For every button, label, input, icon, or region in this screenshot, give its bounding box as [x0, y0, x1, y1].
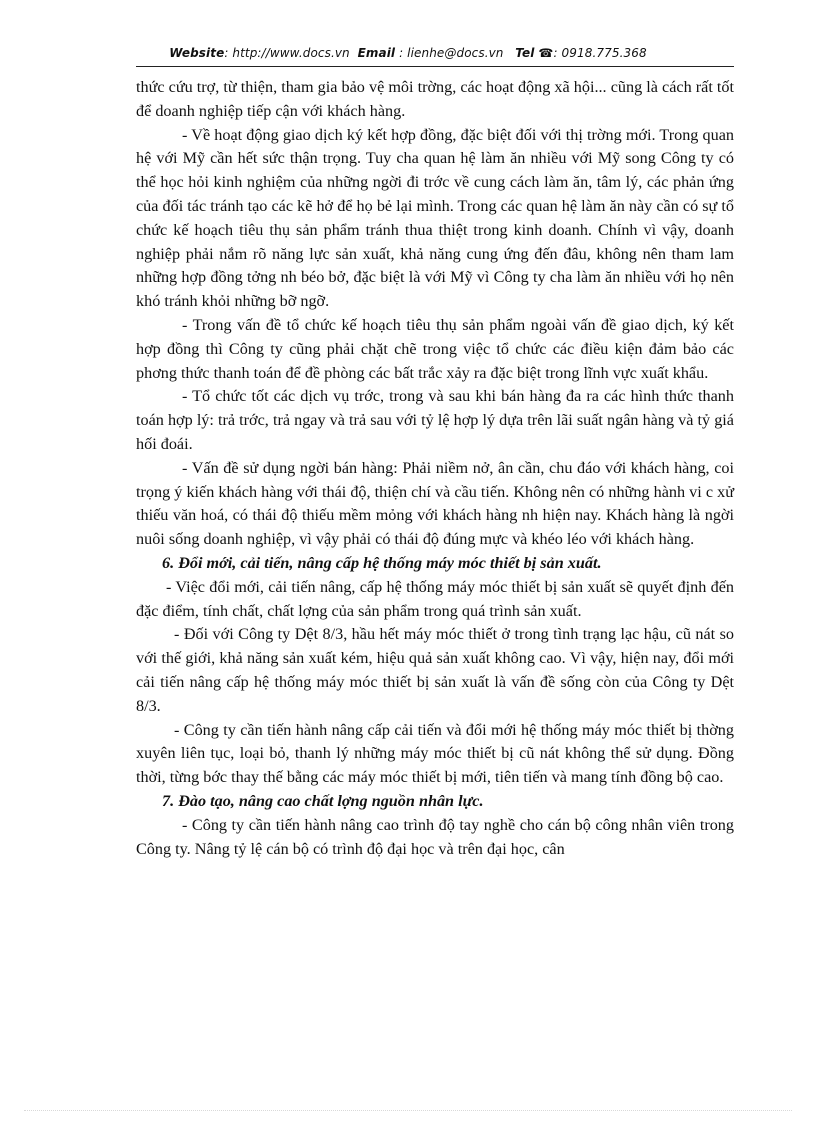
footer-divider — [24, 1110, 792, 1111]
section-heading-6: 6. Đổi mới, cải tiến, nâng cấp hệ thống máy móc thiết bị sản xuất. — [162, 553, 602, 572]
tel-value: : 0918.775.368 — [553, 46, 647, 60]
paragraph: - Đối với Công ty Dệt 8/3, hầu hết máy móc thiết ở trong tình trạng lạc hậu, cũ nát so với thế giới, khả năng sản xuất kém, hiệu quả sản xuất không cao. Vì vậy, hiện nay, đổi mới cải tiến nâng cấp hệ thống máy móc thiết bị sản xuất là vấn đề sống còn của Công ty Dệt 8/3. — [136, 625, 734, 715]
paragraph: - Việc đổi mới, cải tiến nâng, cấp hệ thống máy móc thiết bị sản xuất sẽ quyết định đến đặc điểm, tính chất, chất lợng của sản phẩm trong quá trình sản xuất. — [136, 577, 734, 620]
paragraph: - Tổ chức tốt các dịch vụ trớc, trong và sau khi bán hàng đa ra các hình thức thanh toán hợp lý: trả trớc, trả ngay và trả sau với tỷ lệ hợp lý dựa trên lãi suất ngân hàng và tỷ giá hối đoái. — [136, 387, 734, 453]
website-label: Website — [169, 46, 225, 60]
paragraph: - Trong vấn đề tổ chức kế hoạch tiêu thụ sản phẩm ngoài vấn đề giao dịch, ký kết hợp đồng thì Công ty cũng phải chặt chẽ trong việc tổ chức các điều kiện đảm bảo các phơng thức thanh toán để đề phòng các bất trắc xảy ra đặc biệt trong lĩnh vực xuất khẩu. — [136, 315, 734, 382]
paragraph: - Công ty cần tiến hành nâng cao trình độ tay nghề cho cán bộ công nhân viên trong Công ty. Nâng tỷ lệ cán bộ có trình độ đại học và trên đại học, cân — [136, 815, 734, 858]
email-label: Email — [357, 46, 396, 60]
paragraph: thức cứu trợ, từ thiện, tham gia bảo vệ môi trờng, các hoạt động xã hội... cũng là cách rất tốt để doanh nghiệp tiếp cận với khách hàng. — [136, 78, 734, 120]
email-value: : lienhe@docs.vn — [399, 46, 504, 60]
paragraph: - Vấn đề sử dụng ngời bán hàng: Phải niềm nở, ân cần, chu đáo với khách hàng, coi trọng ý kiến khách hàng với thái độ, thiện chí và cầu tiến. Không nên có những hành vi c xử thiếu văn hoá, có thái độ thiếu mềm mỏng với khách hàng nh hiện nay. Khách hàng là ngời nuôi sống doanh nghiệp, vì vậy phải có thái độ đúng mực và khéo léo với khách hàng. — [136, 458, 734, 549]
tel-label: Tel — [515, 46, 535, 60]
paragraph: - Công ty cần tiến hành nâng cấp cải tiến và đổi mới hệ thống máy móc thiết bị thờng xuyên liên tục, loại bỏ, thanh lý những máy móc thiết bị cũ nát không thể sử dụng. Đồng thời, từng bớc thay thế bằng các máy móc thiết bị mới, tiên tiến và mang tính đồng bộ cao. — [136, 720, 734, 787]
document-body — [136, 76, 734, 861]
page-header — [0, 46, 816, 60]
section-heading-7: 7. Đào tạo, nâng cao chất lợng nguồn nhân lực. — [162, 791, 484, 810]
website-value: : http://www.docs.vn — [224, 46, 350, 60]
paragraph: - Về hoạt động giao dịch ký kết hợp đồng, đặc biệt đối với thị trờng mới. Trong quan hệ với Mỹ cần hết sức thận trọng. Tuy cha quan hệ làm ăn nhiều với Mỹ song Công ty có thể học hỏi kinh nghiệm của những ngời đi trớc về cung cách làm ăn, tâm lý, các phản ứng của đối tác tránh tạo các kẽ hở để họ bẻ lại mình. Trong các quan hệ làm ăn này cần có sự tổ chức kế hoạch tiêu thụ sản phẩm tránh thua thiệt trong kinh doanh. Chính vì vậy, doanh nghiệp phải nắm rõ năng lực sản xuất, khả năng cung ứng đến đâu, không nên tham lam những hợp đồng tởng nh béo bở, đặc biệt là với Mỹ vì Công ty cha làm ăn nhiều với họ nên khó tránh khỏi những bỡ ngỡ. — [136, 125, 734, 311]
phone-icon: ☎ — [538, 46, 554, 60]
header-divider — [136, 66, 734, 67]
